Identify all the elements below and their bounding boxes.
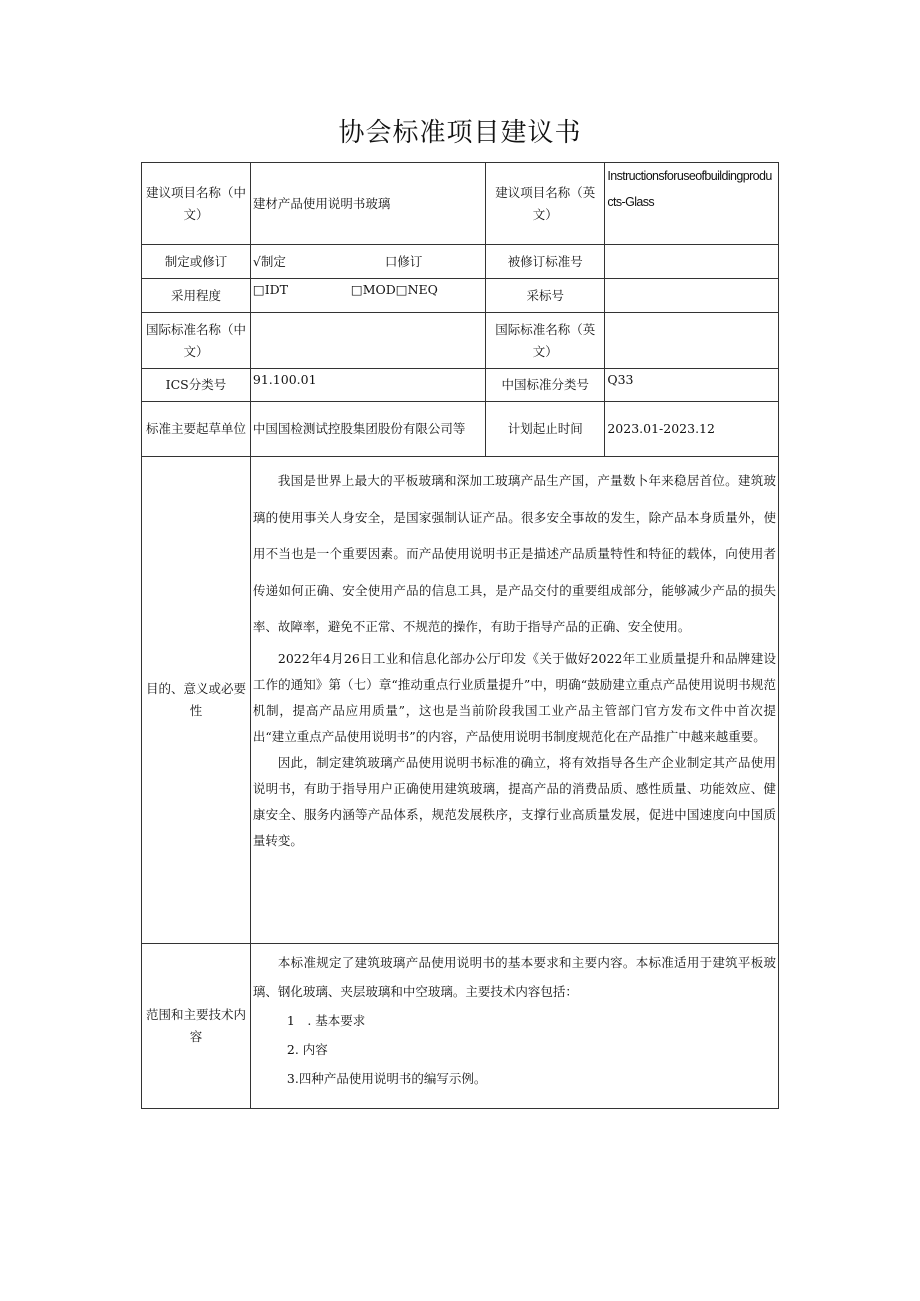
name-en-value[interactable]: Instructionsforuseofbuildingproducts-Glass [605,163,779,245]
make-or-revise-label: 制定或修订 [142,245,251,279]
purpose-paragraph-2: 2022年4月26日工业和信息化部办公厅印发《关于做好2022年工业质量提升和品牌建设工作的通知》第（七）章“推动重点行业质量提升”中，明确“鼓励建立重点产品使用说明书规范机制，提高产品应用质量”，这也是当前阶段我国工业产品主管部门官方发布文件中首次提出“建立重点产品使用说明书”的内容，产品使用说明书制度规范化在产品推广中越来越重要。 [252,650,776,744]
adoption-options [250,279,485,313]
row-purpose [142,457,779,944]
name-en-label: 建议项目名称（英文） [486,163,605,245]
name-cn-label: 建议项目名称（中文） [142,163,251,245]
make-option[interactable]: √制定 [252,253,286,269]
row-classification [142,369,779,402]
row-drafter [142,402,779,457]
revised-std-no-value[interactable] [605,245,779,279]
row-make-or-revise [142,245,779,279]
scope-item-3: 3.四种产品使用说明书的编写示例。 [286,1071,487,1086]
proposal-form-table [141,162,779,1109]
adopted-no-value[interactable] [605,279,779,313]
intl-name-en-label: 国际标准名称（英文） [486,313,605,369]
scope-label: 范围和主要技术内容 [142,944,251,1109]
adoption-label: 采用程度 [142,279,251,313]
ics-label: ICS分类号 [142,369,251,402]
make-or-revise-options [250,245,485,279]
purpose-paragraph-3: 因此，制定建筑玻璃产品使用说明书标准的确立，将有效指导各生产企业制定其产品使用说明书，有助于指导用户正确使用建筑玻璃，提高产品的消费品质、感性质量、功能效应、健康安全、服务内涵等产品体系，规范发展秩序，支撑行业高质量发展，促进中国速度向中国质量转变。 [252,754,776,848]
row-intl-name [142,313,779,369]
intl-name-en-value[interactable] [605,313,779,369]
scope-item-1: 1 . 基本要求 [286,1013,366,1028]
purpose-content [250,457,778,944]
cn-class-value[interactable]: Q33 [605,369,779,402]
name-cn-value[interactable]: 建材产品使用说明书玻璃 [250,163,485,245]
adoption-mod-neq-option[interactable]: □MOD□NEQ [350,282,438,297]
intl-name-cn-label: 国际标准名称（中文） [142,313,251,369]
adopted-no-label: 采标号 [486,279,605,313]
row-scope [142,944,779,1109]
drafter-label: 标准主要起草单位 [142,402,251,457]
scope-intro: 本标准规定了建筑玻璃产品使用说明书的基本要求和主要内容。本标准适用于建筑平板玻璃、钢化玻璃、夹层玻璃和中空玻璃。主要技术内容包括： [252,955,776,999]
revise-option[interactable]: 口修订 [384,253,423,269]
intl-name-cn-value[interactable] [250,313,485,369]
revised-std-no-label: 被修订标准号 [486,245,605,279]
scope-item-2: 2. 内容 [286,1042,328,1057]
schedule-value[interactable]: 2023.01-2023.12 [605,402,779,457]
row-project-name [142,163,779,245]
schedule-label: 计划起止时间 [486,402,605,457]
purpose-paragraph-1: 我国是世界上最大的平板玻璃和深加工玻璃产品生产国，产量数卜年来稳居首位。建筑玻璃的使用事关人身安全，是国家强制认证产品。很多安全事故的发生，除产品本身质量外，使用不当也是一个重要因素。而产品使用说明书正是描述产品质量特性和特征的载体，向使用者传递如何正确、安全使用产品的信息工具，是产品交付的重要组成部分，能够减少产品的损失率、故障率，避免不正常、不规范的操作，有助于指导产品的正确、安全使用。 [252,473,776,635]
purpose-label: 目的、意义或必要性 [142,457,251,944]
row-adoption [142,279,779,313]
adoption-idt-option[interactable]: □IDT [252,282,289,297]
ics-value[interactable]: 91.100.01 [250,369,485,402]
drafter-value[interactable]: 中国国检测试控股集团股份有限公司等 [250,402,485,457]
scope-content [250,944,778,1109]
page-title: 协会标准项目建议书 [338,118,582,148]
cn-class-label: 中国标准分类号 [486,369,605,402]
